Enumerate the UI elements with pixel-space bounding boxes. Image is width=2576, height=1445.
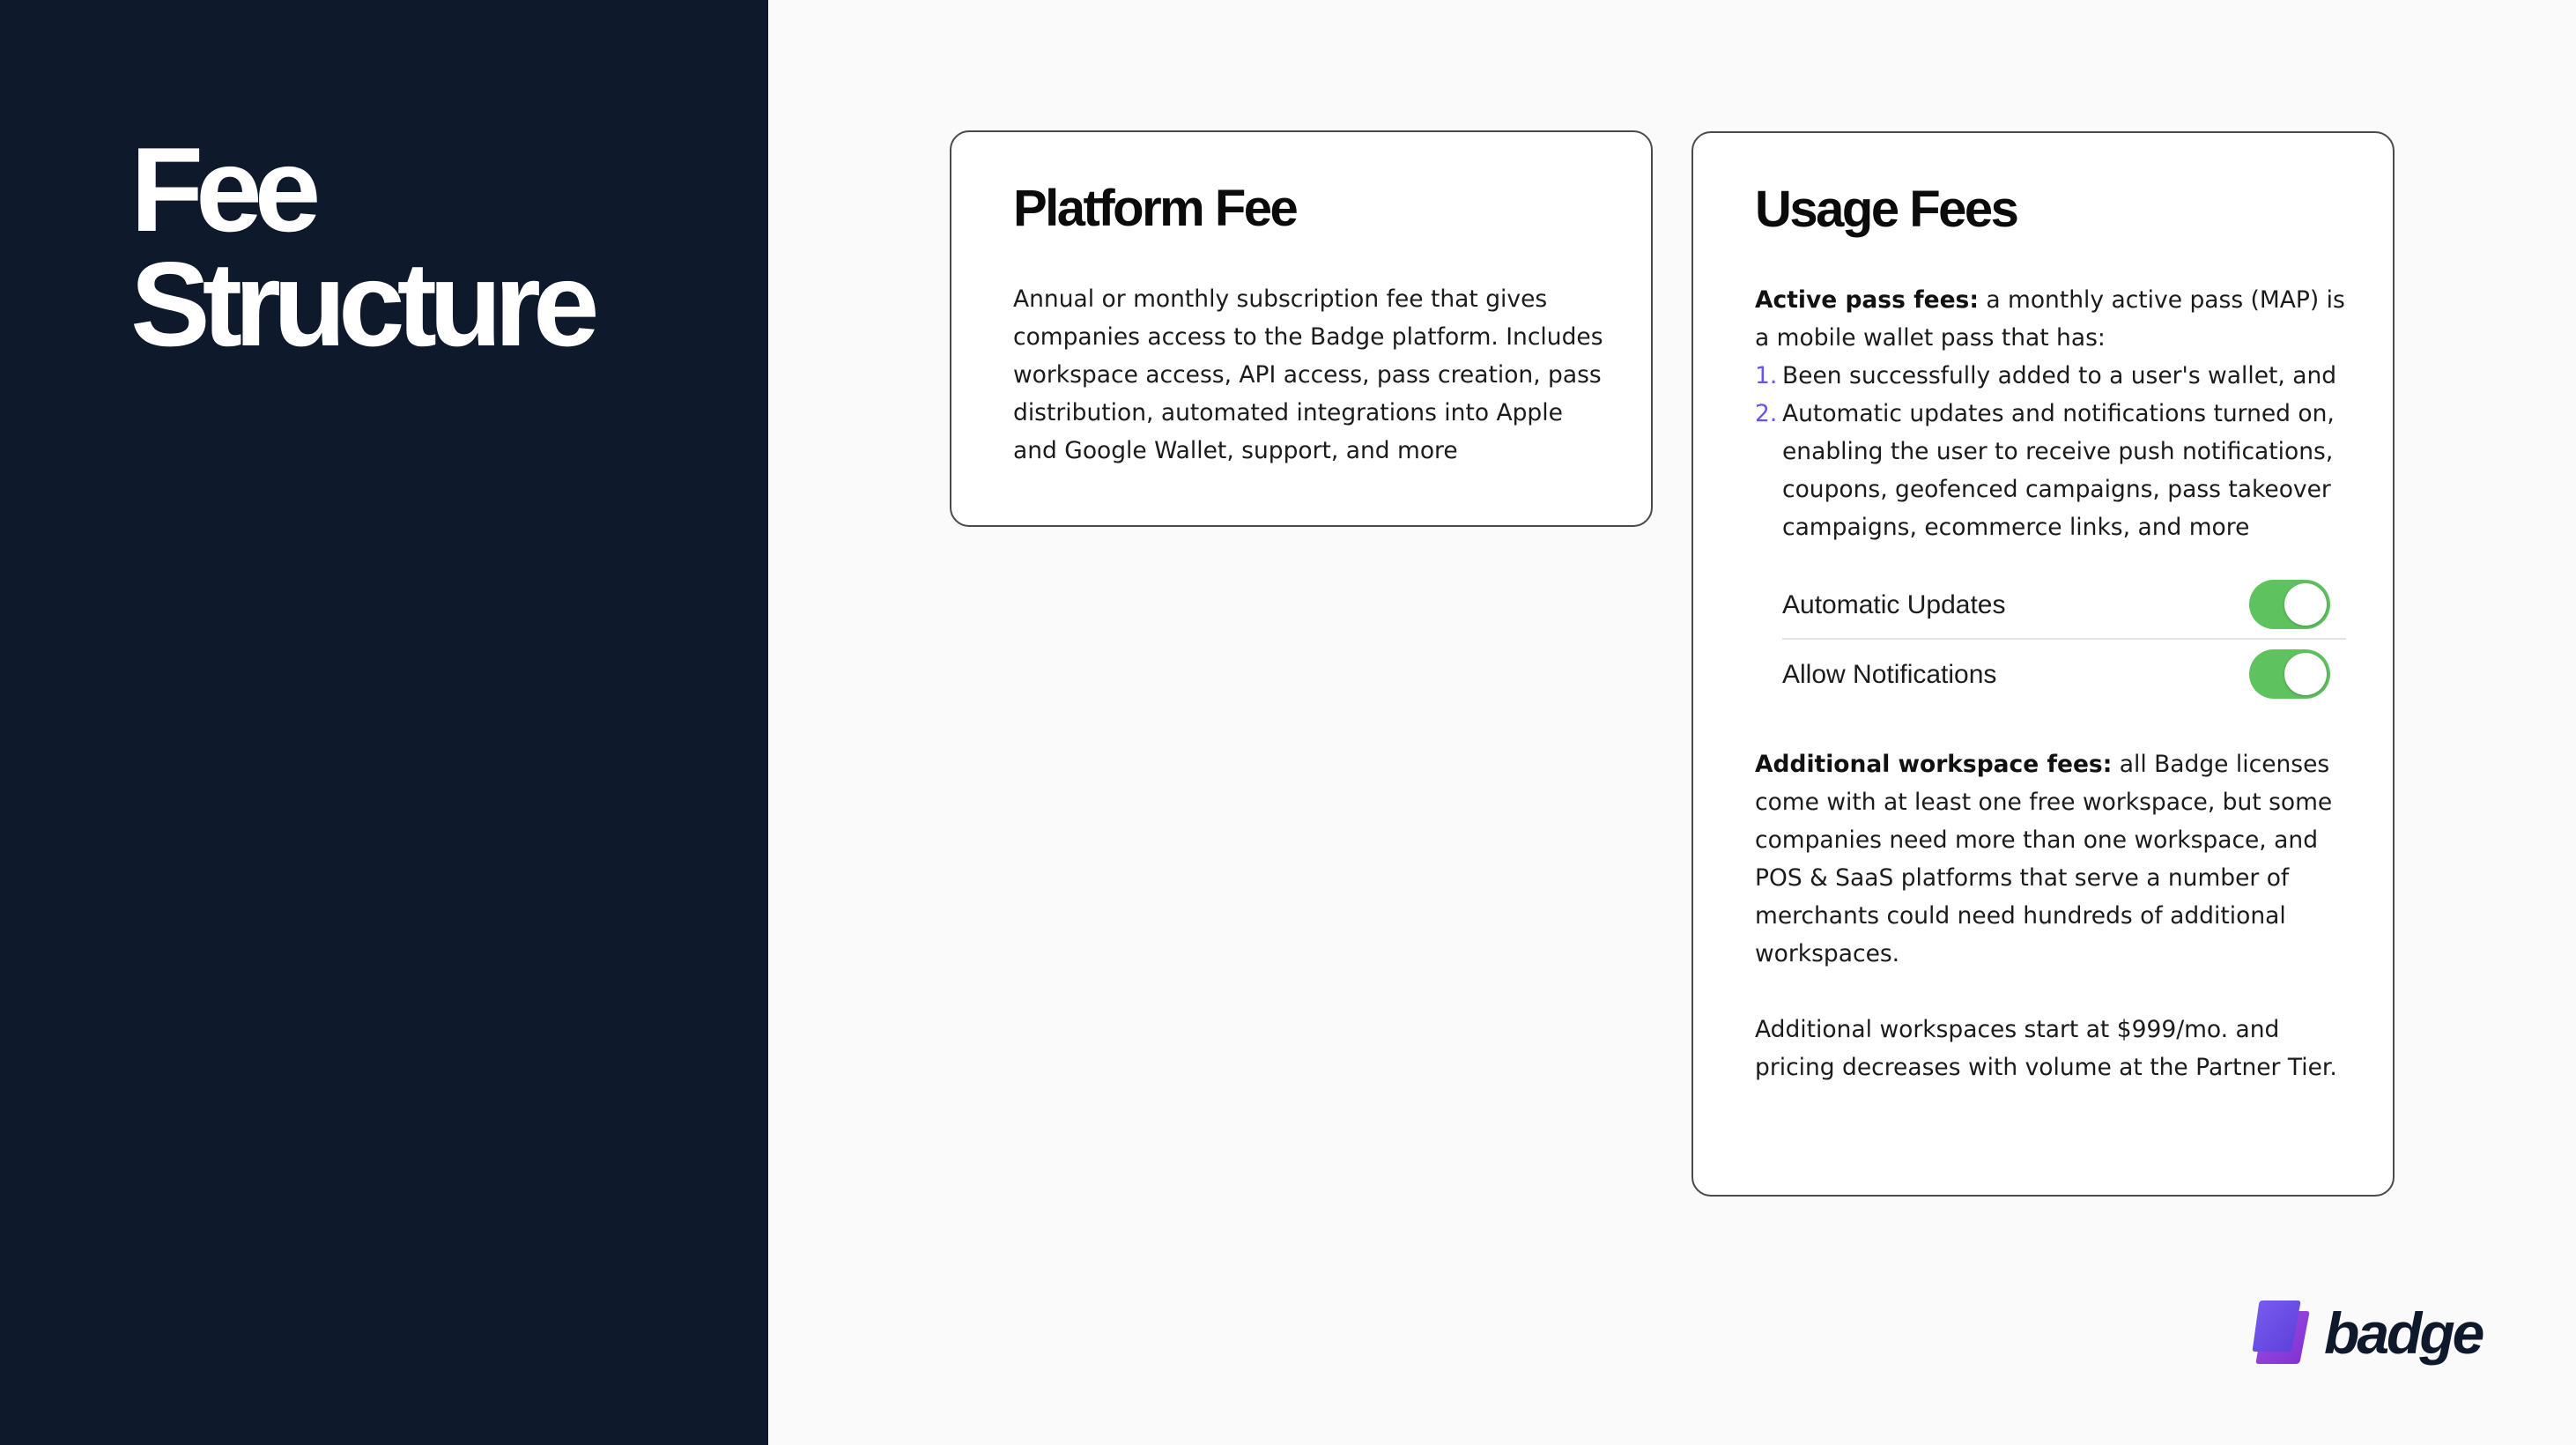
platform-fee-card bbox=[950, 130, 1653, 527]
additional-workspace-text: all Badge licenses come with at least one free workspace, but some companies need more than one workspace, and POS & SaaS platforms that serve a number of merchants could need hundreds of additional workspaces. bbox=[1755, 751, 2333, 967]
active-pass-text: a monthly active pass (MAP) is a mobile wallet pass that has: bbox=[1755, 286, 2345, 352]
allow-notifications-toggle[interactable] bbox=[2249, 649, 2330, 699]
toggle-label: Allow Notifications bbox=[1782, 659, 1997, 689]
automatic-updates-toggle[interactable] bbox=[2249, 580, 2330, 629]
list-item-text: Been successfully added to a user's wallet, and bbox=[1782, 362, 2337, 389]
usage-fees-card bbox=[1691, 131, 2395, 1197]
list-item-text: Automatic updates and notifications turned on, enabling the user to receive push notifications, coupons, geofenced campaigns, pass takeover campaigns, ecommerce links, and more bbox=[1782, 400, 2335, 541]
badge-logo bbox=[2252, 1299, 2482, 1367]
usage-fees-heading: Usage Fees bbox=[1755, 181, 2017, 238]
additional-workspace-label: Additional workspace fees: bbox=[1755, 751, 2113, 778]
active-pass-criteria-list bbox=[1755, 357, 2363, 546]
list-item bbox=[1755, 395, 2363, 546]
pricing-note: Additional workspaces start at $999/mo. and pricing decreases with volume at the Partner Tier. bbox=[1755, 1016, 2337, 1081]
settings-toggles-illustration bbox=[1782, 571, 2346, 708]
list-number: 2. bbox=[1755, 400, 1778, 427]
additional-workspace-paragraph bbox=[1755, 745, 2363, 973]
badge-logo-icon bbox=[2252, 1299, 2312, 1367]
platform-fee-description: Annual or monthly subscription fee that gives companies access to the Badge platform. Includes workspace access, API access, pass creation, pass distribution, automated integrations into Apple and Google Wallet, support, and more bbox=[1013, 285, 1603, 464]
list-number: 1. bbox=[1755, 362, 1778, 389]
title-panel bbox=[0, 0, 768, 1445]
platform-fee-heading: Platform Fee bbox=[1013, 180, 1297, 237]
list-item bbox=[1755, 357, 2363, 395]
active-pass-paragraph bbox=[1755, 281, 2363, 357]
active-pass-label: Active pass fees: bbox=[1755, 286, 1979, 314]
toggle-label: Automatic Updates bbox=[1782, 589, 2006, 619]
slide-title-line-1: Fee bbox=[130, 122, 314, 256]
usage-fees-content bbox=[1755, 281, 2363, 1086]
badge-wordmark: badge bbox=[2324, 1300, 2483, 1366]
toggle-knob bbox=[2284, 583, 2327, 626]
slide-title bbox=[130, 122, 592, 371]
toggle-row-allow-notifications bbox=[1782, 640, 2346, 708]
slide-title-line-2: Structure bbox=[130, 237, 592, 371]
toggle-row-automatic-updates bbox=[1782, 571, 2346, 640]
toggle-knob bbox=[2284, 653, 2327, 695]
